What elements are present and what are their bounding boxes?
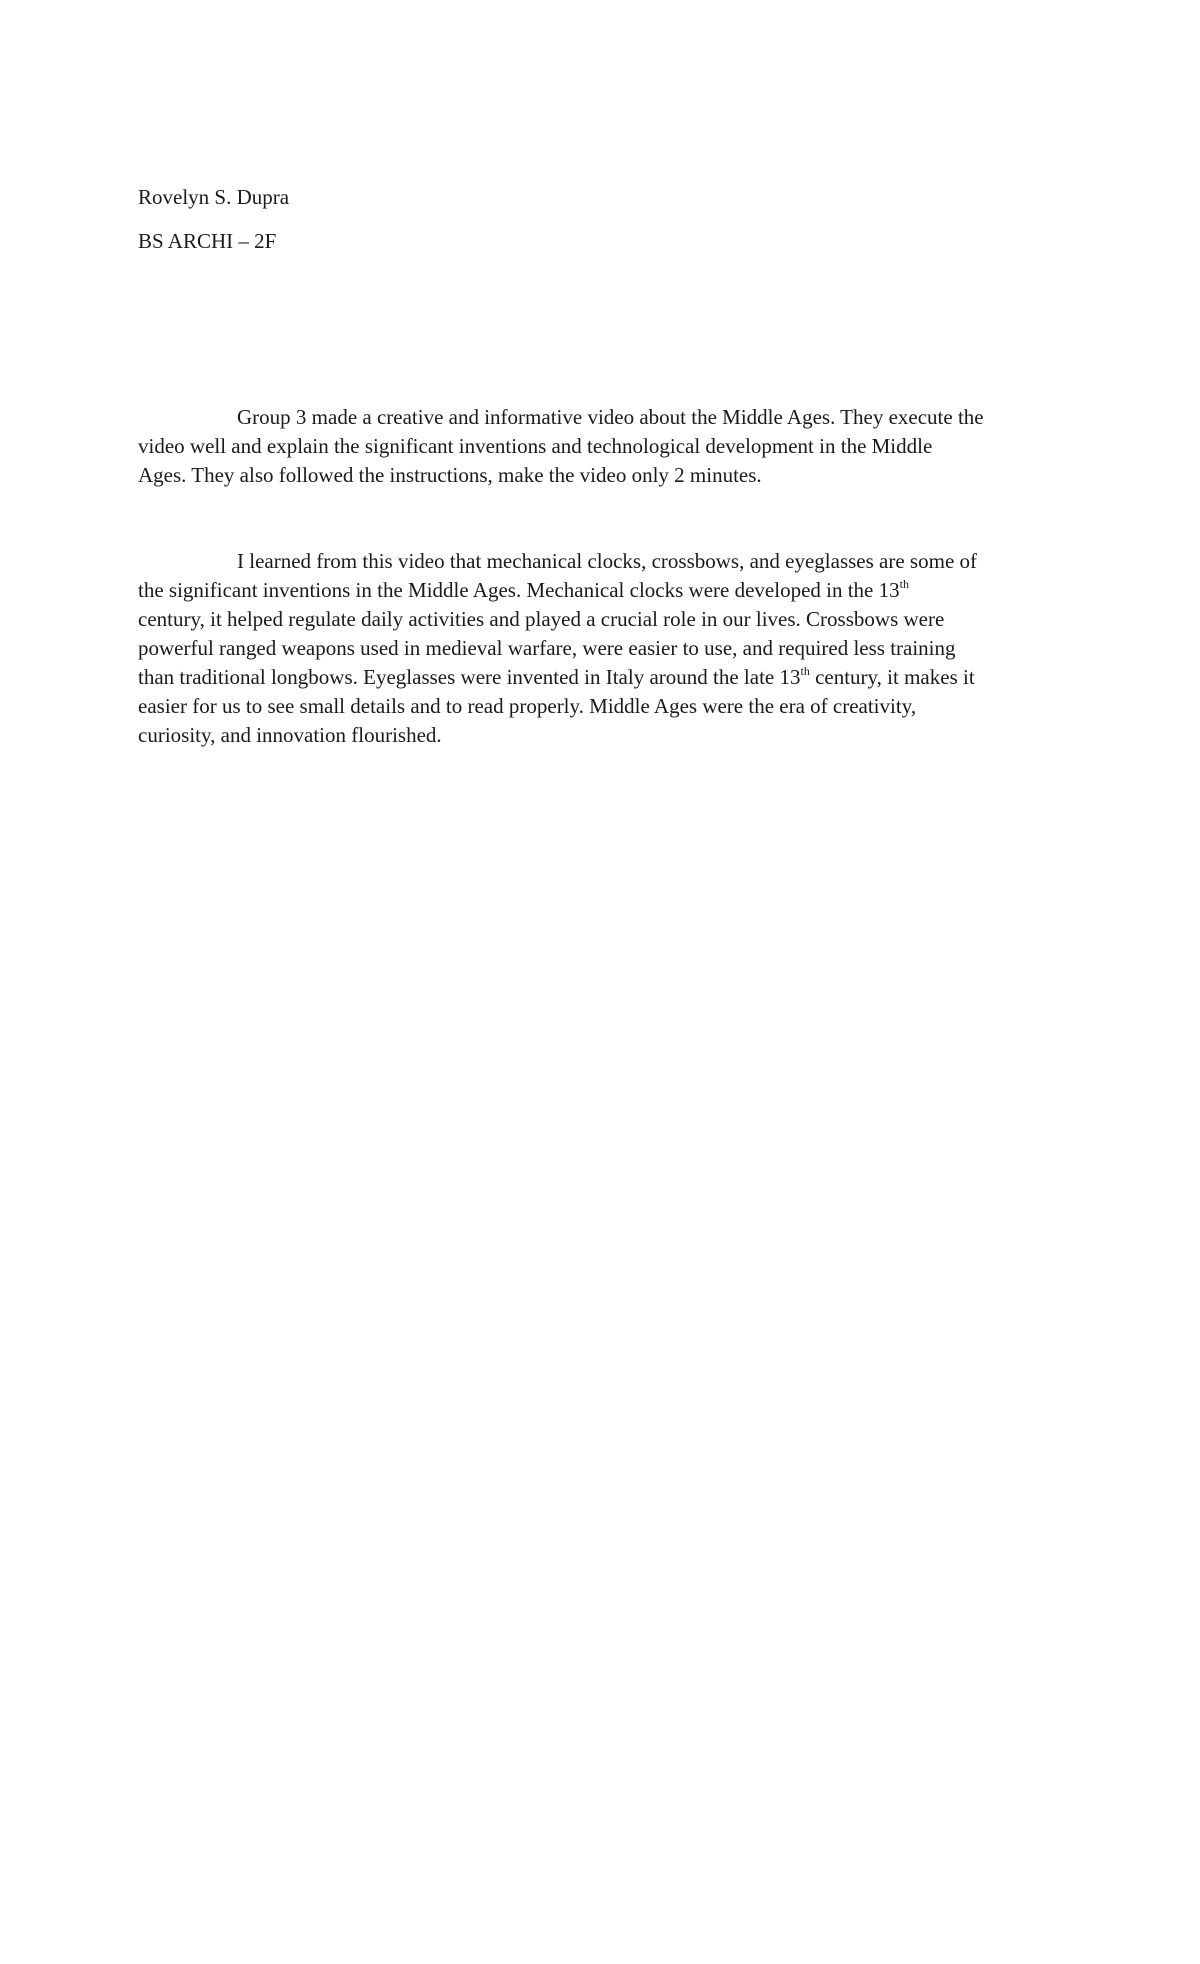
paragraph-line: Group 3 made a creative and informative video about the Middle Ages. They execute the: [237, 405, 984, 429]
paragraph-line: video well and explain the significant inventions and technological development in the Middle: [138, 434, 933, 458]
author-name: Rovelyn S. Dupra: [138, 185, 290, 209]
paragraph-line: century, it helped regulate daily activities and played a crucial role in our lives. Crossbows were: [138, 607, 945, 631]
ordinal-suffix: th: [800, 664, 810, 678]
paragraph-line: [138, 663, 1078, 692]
line-text: the significant inventions in the Middle Ages. Mechanical clocks were developed in the 13: [138, 578, 900, 602]
ordinal-suffix: th: [899, 577, 909, 591]
paragraph-line: Ages. They also followed the instructions, make the video only 2 minutes.: [138, 463, 762, 487]
paragraph-learnings: [138, 547, 1078, 750]
paragraph-line: I learned from this video that mechanical clocks, crossbows, and eyeglasses are some of: [237, 549, 978, 573]
course-section: BS ARCHI – 2F: [138, 229, 277, 253]
paragraph-line: curiosity, and innovation flourished.: [138, 723, 442, 747]
paragraph-evaluation: [138, 403, 1078, 490]
paragraph-line: powerful ranged weapons used in medieval warfare, were easier to use, and required less training: [138, 636, 956, 660]
line-text: century, it makes it: [809, 665, 975, 689]
paragraph-line: [138, 576, 1078, 605]
paragraph-line: easier for us to see small details and to read properly. Middle Ages were the era of creativity,: [138, 694, 917, 718]
line-text: than traditional longbows. Eyeglasses were invented in Italy around the late 13: [138, 665, 801, 689]
